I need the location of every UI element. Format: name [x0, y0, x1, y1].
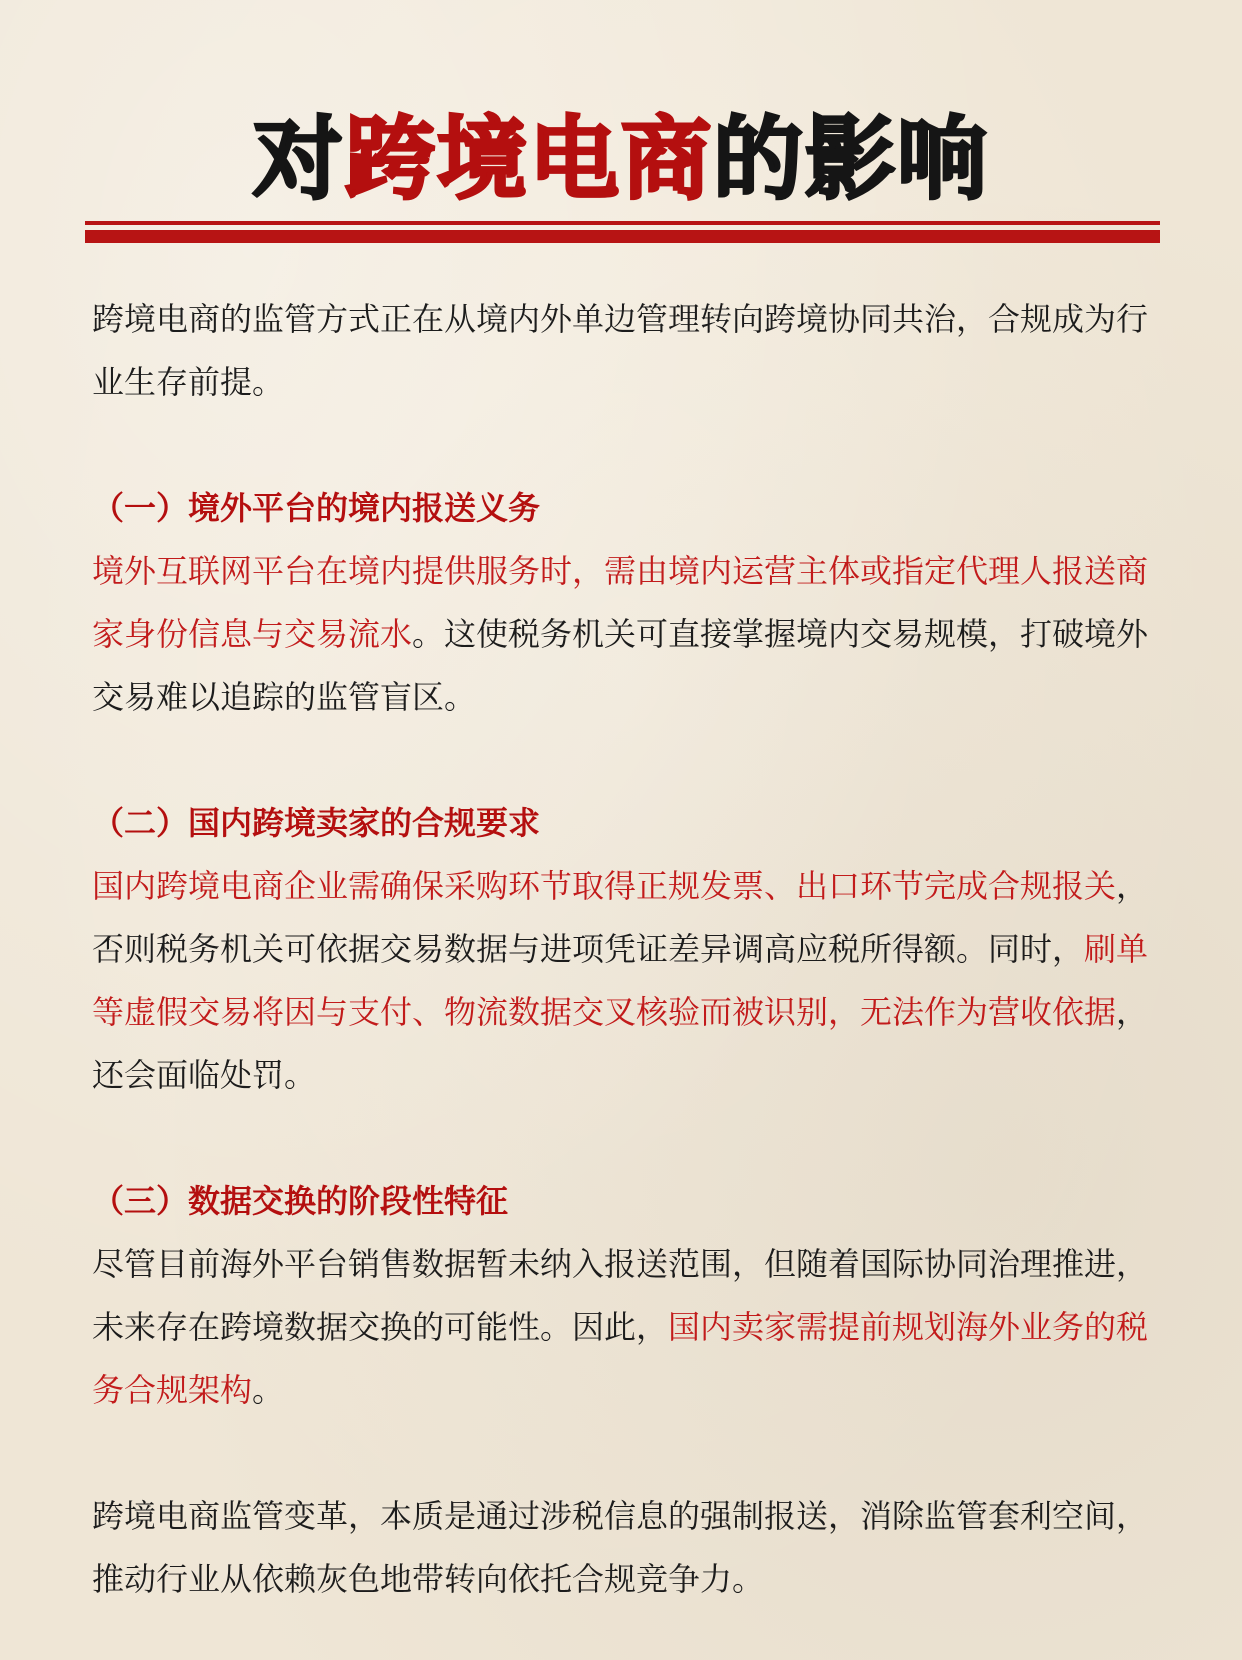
- title-part-3: 的影响: [713, 107, 989, 212]
- section-2-heading: （二）国内跨境卖家的合规要求: [92, 804, 541, 842]
- section-3-text-2: 。: [252, 1371, 285, 1409]
- section-3-text-1: 尽管目前海外平台销售数据暂未纳入报送范围，但随着国际协同治理推进，未来存在跨境数据交换的可能性。因此，: [92, 1245, 1149, 1346]
- page-title: [0, 105, 1242, 215]
- section-3-highlight: 国内卖家需提前规划海外业务的税务合规架构: [92, 1308, 1149, 1409]
- section-2-highlight-2: 刷单等虚假交易将因与支付、物流数据交叉核验而被识别，无法作为营收依据: [92, 930, 1149, 1031]
- conclusion-paragraph: 跨境电商监管变革，本质是通过涉税信息的强制报送，消除监管套利空间，推动行业从依赖灰色地带转向依托合规竞争力。: [92, 1497, 1149, 1598]
- intro-paragraph: 跨境电商的监管方式正在从境内外单边管理转向跨境协同共治，合规成为行业生存前提。: [92, 300, 1149, 401]
- section-2-text-2: ，还会面临处罚。: [92, 993, 1149, 1094]
- section-2-highlight-1: 国内跨境电商企业需确保采购环节取得正规发票、出口环节完成合规报关: [92, 867, 1117, 905]
- title-part-2: 跨境电商: [345, 107, 713, 212]
- section-2-paragraph: [92, 855, 1152, 1107]
- section-1-highlight: 境外互联网平台在境内提供服务时，需由境内运营主体或指定代理人报送商家身份信息与交易流水: [92, 552, 1149, 653]
- title-part-1: 对: [253, 107, 345, 212]
- section-1-heading: （一）境外平台的境内报送义务: [92, 489, 541, 527]
- title-divider-thick: [85, 230, 1160, 243]
- section-3-heading: （三）数据交换的阶段性特征: [92, 1182, 509, 1220]
- section-1-paragraph: [92, 540, 1152, 729]
- section-3-paragraph: [92, 1233, 1152, 1422]
- section-1-text: 。这使税务机关可直接掌握境内交易规模，打破境外交易难以追踪的监管盲区。: [92, 615, 1149, 716]
- article-body: [92, 288, 1152, 1611]
- title-divider-thin: [85, 221, 1160, 225]
- section-2-text-1: ，否则税务机关可依据交易数据与进项凭证差异调高应税所得额。同时，: [92, 867, 1149, 968]
